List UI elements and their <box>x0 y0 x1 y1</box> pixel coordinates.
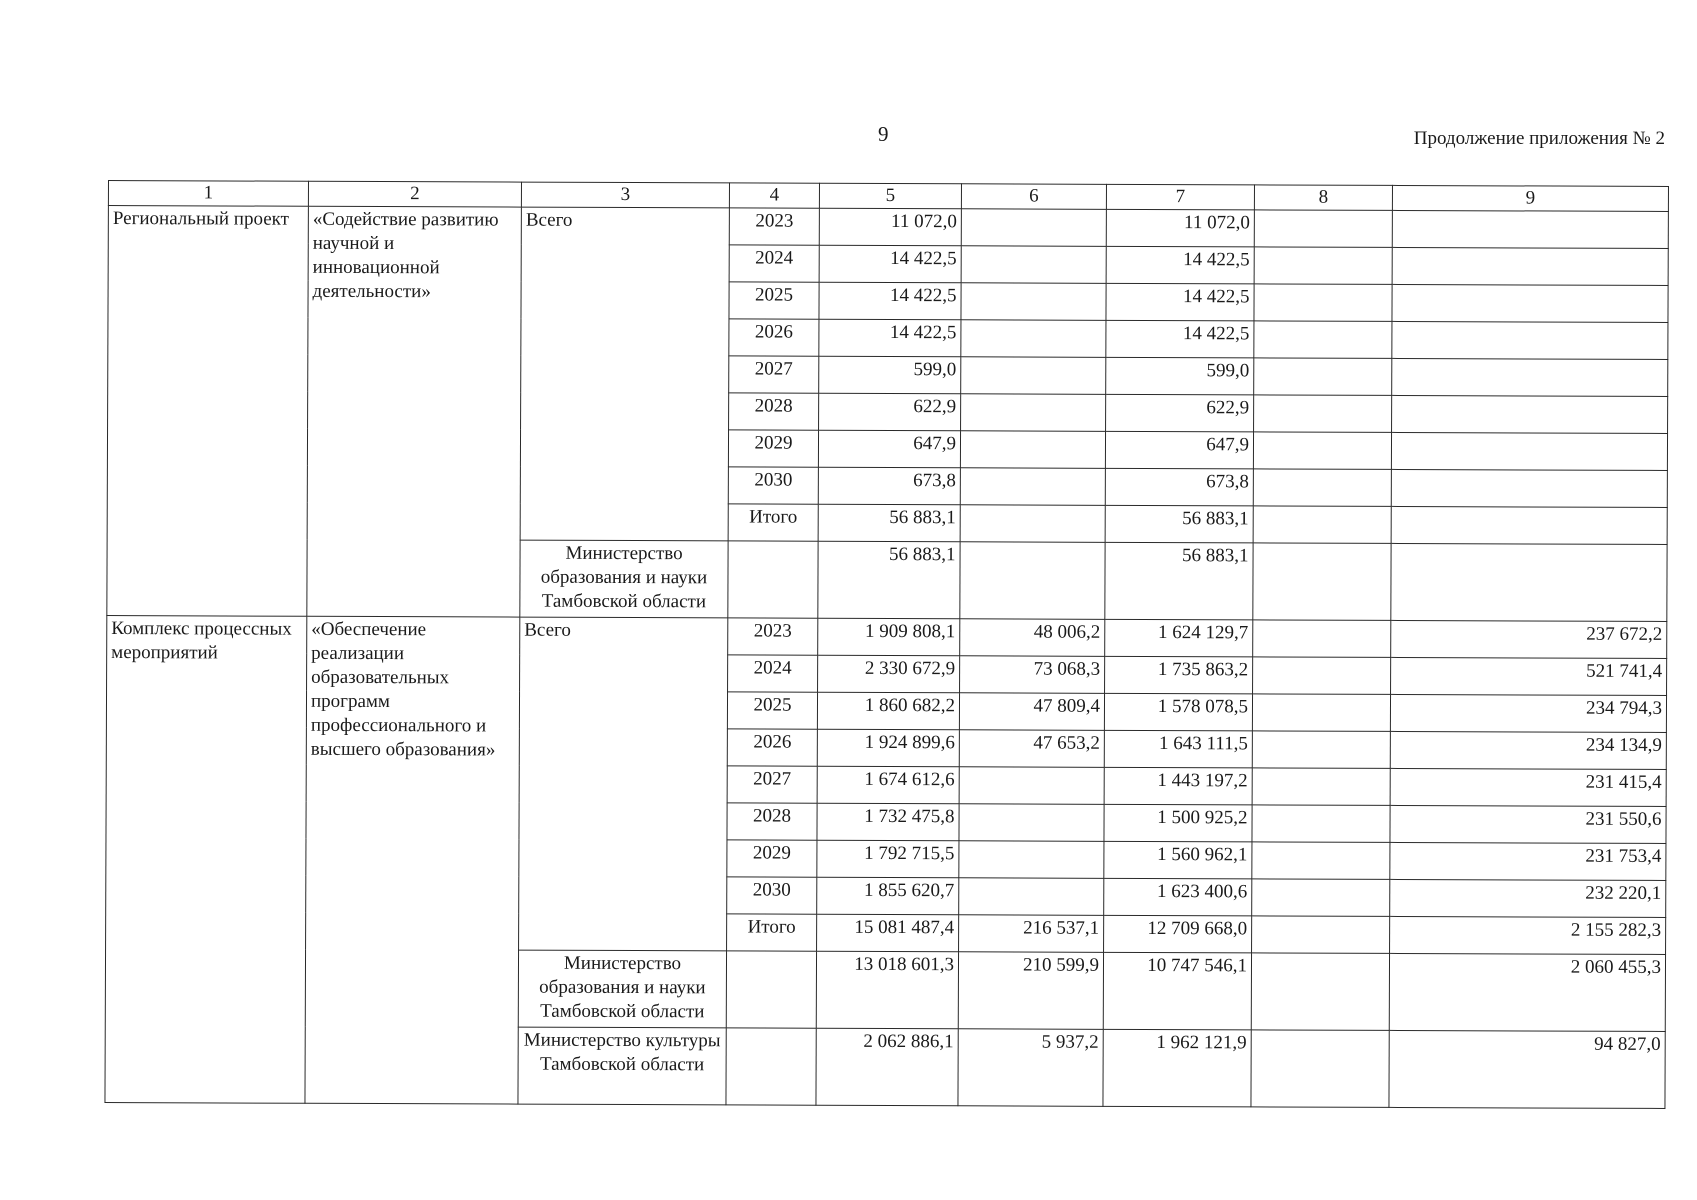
value-cell <box>726 1028 816 1105</box>
value-cell <box>1392 210 1668 248</box>
value-cell: 1 578 078,5 <box>1104 693 1252 731</box>
year-cell: Итого <box>727 914 817 951</box>
value-cell: 599,0 <box>1106 357 1254 395</box>
page-number: 9 <box>878 122 889 146</box>
appendix-continuation-note: Продолжение приложения № 2 <box>1413 128 1665 149</box>
value-cell <box>726 951 816 1028</box>
section-type: Комплекс процессных мероприятий <box>105 615 307 1103</box>
value-cell: 1 643 111,5 <box>1104 730 1252 768</box>
year-cell: 2025 <box>727 692 817 729</box>
value-cell: 56 883,1 <box>1105 505 1253 543</box>
year-cell: 2026 <box>727 729 817 766</box>
value-cell: 237 672,2 <box>1391 620 1667 658</box>
value-cell <box>1391 469 1667 507</box>
value-cell <box>1392 321 1668 359</box>
value-cell: 231 415,4 <box>1390 768 1666 806</box>
value-cell <box>1252 879 1390 917</box>
value-cell <box>1252 731 1390 769</box>
column-header: 1 <box>108 181 308 207</box>
value-cell: 48 006,2 <box>960 619 1105 657</box>
value-cell <box>960 542 1105 620</box>
owner-name: Министерство образования и науки Тамбовской области <box>520 540 728 618</box>
value-cell <box>1391 432 1667 470</box>
value-cell: 622,9 <box>819 393 961 431</box>
value-cell: 1 855 620,7 <box>817 877 959 915</box>
table-row <box>107 615 1667 658</box>
value-cell: 73 068,3 <box>960 656 1105 694</box>
value-cell <box>961 320 1106 358</box>
value-cell <box>1253 432 1391 470</box>
value-cell <box>1252 805 1390 843</box>
value-cell: 231 550,6 <box>1390 805 1666 843</box>
value-cell: 14 422,5 <box>1106 283 1254 321</box>
value-cell: 234 794,3 <box>1390 694 1666 732</box>
value-cell: 2 060 455,3 <box>1389 953 1665 1031</box>
section-name: «Обеспечение реализации образовательных программ профессионального и высшего образования» <box>305 616 520 1104</box>
value-cell: 521 741,4 <box>1391 657 1667 695</box>
value-cell: 1 624 129,7 <box>1105 619 1253 657</box>
column-header: 6 <box>961 184 1106 210</box>
value-cell: 647,9 <box>818 430 960 468</box>
value-cell: 1 792 715,5 <box>817 840 959 878</box>
value-cell: 234 134,9 <box>1390 731 1666 769</box>
value-cell <box>961 246 1106 284</box>
value-cell <box>1254 395 1392 433</box>
value-cell <box>1254 247 1392 285</box>
value-cell: 1 735 863,2 <box>1105 656 1253 694</box>
value-cell: 15 081 487,4 <box>817 914 959 952</box>
value-cell <box>1392 395 1668 433</box>
value-cell <box>1253 657 1391 695</box>
value-cell <box>1392 284 1668 322</box>
value-cell: 1 909 808,1 <box>818 618 960 656</box>
year-cell: 2028 <box>727 803 817 840</box>
value-cell: 1 500 925,2 <box>1104 804 1252 842</box>
year-cell: Итого <box>728 504 818 541</box>
value-cell: 1 623 400,6 <box>1104 878 1252 916</box>
value-cell: 1 924 899,6 <box>817 729 959 767</box>
value-cell: 622,9 <box>1106 394 1254 432</box>
budget-table <box>104 180 1669 1109</box>
value-cell: 673,8 <box>818 467 960 505</box>
value-cell: 2 155 282,3 <box>1390 916 1666 954</box>
year-cell: 2028 <box>729 393 819 430</box>
column-header: 9 <box>1392 185 1668 211</box>
column-header: 7 <box>1106 184 1254 210</box>
value-cell: 56 883,1 <box>1105 542 1253 620</box>
year-cell: 2027 <box>727 766 817 803</box>
value-cell <box>1254 284 1392 322</box>
section-type: Региональный проект <box>107 206 309 617</box>
value-cell <box>959 804 1104 842</box>
value-cell: 56 883,1 <box>818 504 960 542</box>
value-cell <box>959 841 1104 879</box>
value-cell: 14 422,5 <box>1106 246 1254 284</box>
value-cell <box>1392 247 1668 285</box>
year-cell: 2025 <box>729 282 819 319</box>
year-cell: 2030 <box>728 467 818 504</box>
value-cell <box>1392 358 1668 396</box>
column-header: 8 <box>1254 185 1392 211</box>
value-cell: 2 330 672,9 <box>818 655 960 693</box>
value-cell <box>1251 1030 1389 1108</box>
value-cell: 14 422,5 <box>819 282 961 320</box>
value-cell: 1 962 121,9 <box>1103 1029 1251 1107</box>
value-cell: 210 599,9 <box>958 952 1103 1030</box>
year-cell: 2024 <box>729 245 819 282</box>
value-cell: 11 072,0 <box>819 208 961 246</box>
value-cell: 47 653,2 <box>959 730 1104 768</box>
value-cell <box>1252 694 1390 732</box>
value-cell <box>1253 620 1391 658</box>
value-cell: 13 018 601,3 <box>816 951 958 1029</box>
value-cell <box>960 431 1105 469</box>
total-label: Всего <box>520 207 729 541</box>
value-cell <box>1253 469 1391 507</box>
value-cell: 14 422,5 <box>819 319 961 357</box>
value-cell <box>1253 506 1391 544</box>
year-cell: 2024 <box>728 655 818 692</box>
value-cell <box>959 767 1104 805</box>
value-cell: 1 443 197,2 <box>1104 767 1252 805</box>
column-header: 4 <box>729 183 819 208</box>
value-cell <box>1252 916 1390 954</box>
year-cell: 2023 <box>728 618 818 655</box>
value-cell <box>961 283 1106 321</box>
value-cell <box>1251 953 1389 1031</box>
total-label: Всего <box>519 617 728 951</box>
value-cell: 1 860 682,2 <box>817 692 959 730</box>
value-cell: 1 560 962,1 <box>1104 841 1252 879</box>
value-cell <box>1391 506 1667 544</box>
value-cell: 47 809,4 <box>959 693 1104 731</box>
value-cell <box>961 209 1106 247</box>
value-cell: 94 827,0 <box>1389 1030 1665 1108</box>
table-row <box>108 206 1668 249</box>
column-header: 5 <box>819 183 961 209</box>
value-cell: 231 753,4 <box>1390 842 1666 880</box>
value-cell <box>1254 358 1392 396</box>
section-name: «Содействие развитию научной и инновационной деятельности» <box>307 206 522 617</box>
value-cell <box>960 468 1105 506</box>
value-cell: 5 937,2 <box>958 1029 1103 1107</box>
value-cell <box>959 878 1104 916</box>
year-cell: 2029 <box>727 840 817 877</box>
value-cell: 56 883,1 <box>818 541 960 619</box>
value-cell <box>1391 543 1667 621</box>
value-cell: 216 537,1 <box>959 915 1104 953</box>
value-cell: 11 072,0 <box>1106 209 1254 247</box>
owner-name: Министерство культуры Тамбовской области <box>518 1027 726 1105</box>
value-cell <box>1254 210 1392 248</box>
year-cell: 2029 <box>728 430 818 467</box>
value-cell: 647,9 <box>1105 431 1253 469</box>
value-cell: 599,0 <box>819 356 961 394</box>
value-cell <box>961 357 1106 395</box>
value-cell <box>728 541 818 618</box>
value-cell: 673,8 <box>1105 468 1253 506</box>
value-cell: 1 732 475,8 <box>817 803 959 841</box>
value-cell: 232 220,1 <box>1390 879 1666 917</box>
value-cell: 14 422,5 <box>1106 320 1254 358</box>
value-cell <box>1252 842 1390 880</box>
year-cell: 2023 <box>729 208 819 245</box>
value-cell: 2 062 886,1 <box>816 1028 958 1106</box>
owner-name: Министерство образования и науки Тамбовской области <box>518 950 726 1028</box>
column-header: 2 <box>308 181 521 207</box>
value-cell: 10 747 546,1 <box>1103 952 1251 1030</box>
value-cell <box>960 505 1105 543</box>
year-cell: 2026 <box>729 319 819 356</box>
value-cell <box>1252 768 1390 806</box>
value-cell <box>1254 321 1392 359</box>
value-cell: 14 422,5 <box>819 245 961 283</box>
column-header: 3 <box>521 182 729 208</box>
year-cell: 2030 <box>727 877 817 914</box>
value-cell: 12 709 668,0 <box>1104 915 1252 953</box>
value-cell: 1 674 612,6 <box>817 766 959 804</box>
year-cell: 2027 <box>729 356 819 393</box>
value-cell <box>1253 543 1391 621</box>
value-cell <box>961 394 1106 432</box>
